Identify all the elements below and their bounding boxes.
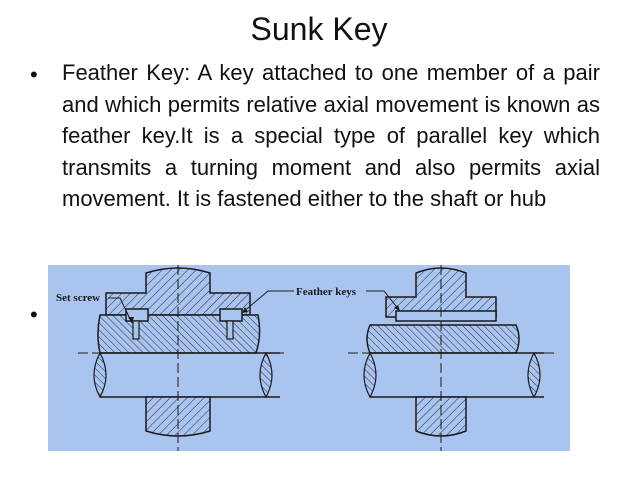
right-hub-bottom: [416, 397, 466, 436]
left-feather-key-2: [220, 309, 242, 321]
left-set-screw-1: [133, 321, 139, 339]
bullet-marker: •: [30, 62, 38, 87]
right-feather-key: [396, 311, 496, 321]
right-shaft-end-right: [528, 353, 540, 397]
feather-key-drawing: [48, 265, 570, 451]
feather-key-description: Feather Key: A key attached to one member of a pair and which permits relative axial movement is known as feather key.It is a special type of parallel key which transmits a turning moment and also permits axial movement. It is fastened either to the shaft or hub: [62, 60, 600, 211]
feather-keys-label: Feather keys: [296, 286, 356, 298]
left-assembly: [78, 265, 286, 451]
left-shaft-end-right: [260, 353, 272, 397]
right-shaft-section: [367, 325, 519, 353]
left-shaft-end-left: [94, 353, 106, 397]
right-assembly: [348, 265, 558, 451]
feather-key-diagram: [48, 265, 570, 451]
left-feather-key-1: [126, 309, 148, 321]
left-hub-bottom: [146, 397, 210, 436]
left-set-screw-2: [227, 321, 233, 339]
right-shaft-end-left: [364, 353, 376, 397]
set-screw-label: Set screw: [56, 292, 101, 304]
bullet-marker-2: •: [30, 302, 38, 327]
slide-title: Sunk Key: [250, 11, 388, 47]
